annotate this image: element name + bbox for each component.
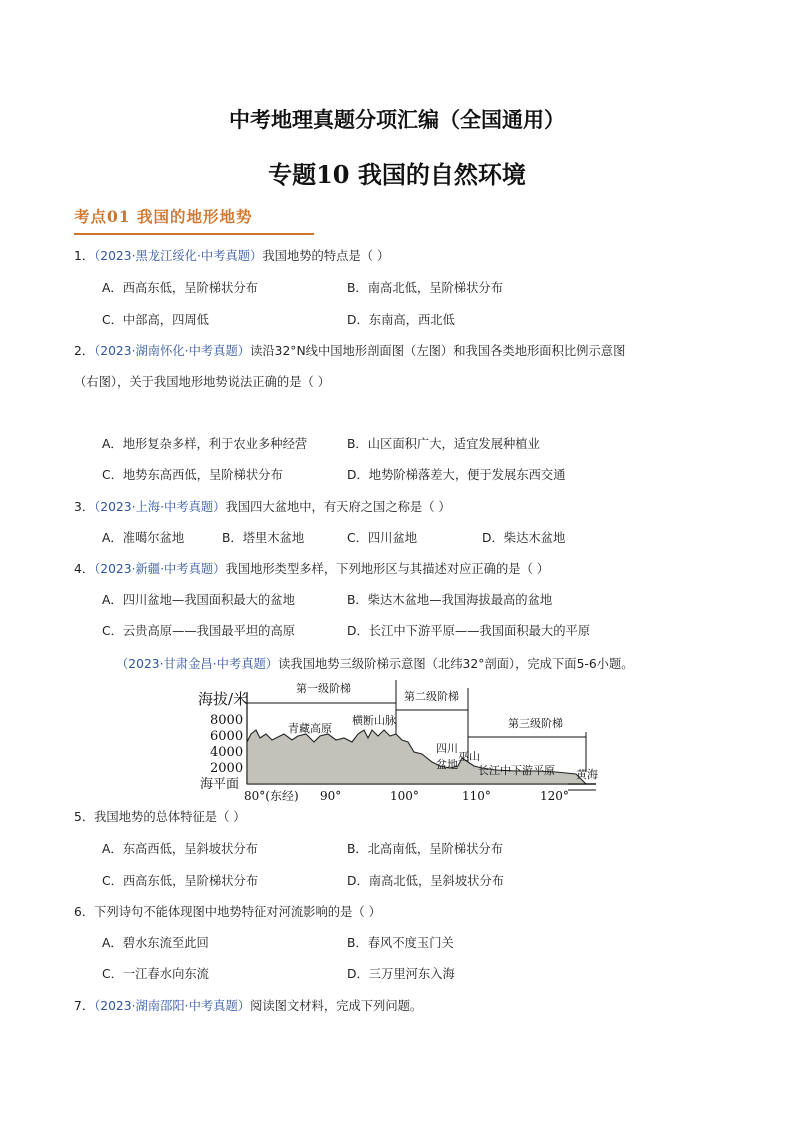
option-b: B．北高南低，呈阶梯状分布 [347, 842, 503, 856]
question-source: （2023·甘肃金昌·中考真题） [116, 657, 279, 671]
place-yellow-sea: 黄海 [576, 768, 598, 781]
step3-label: 第三级阶梯 [508, 717, 563, 730]
option-d: D．柴达木盆地 [482, 531, 566, 545]
option-c: C．一江春水向东流 [102, 967, 209, 981]
question-stem: 阅读图文材料，完成下列问题。 [250, 999, 423, 1013]
question-5 [74, 808, 246, 826]
question-number: 1． [74, 249, 95, 263]
question-stem: 下列诗句不能体现图中地势特征对河流影响的是（ ） [94, 905, 381, 919]
question-7 [74, 997, 422, 1015]
y-tick-2000: 2000 [210, 761, 244, 776]
question-stem: 我国地形类型多样，下列地形区与其描述对应正确的是（ ） [225, 562, 550, 576]
y-tick-8000: 8000 [210, 713, 244, 728]
option-c: C．云贵高原——我国最平坦的高原 [102, 624, 296, 638]
document-title: 中考地理真题分项汇编（全国通用） [229, 107, 565, 132]
question-1 [74, 247, 389, 265]
y-tick-sea-level: 海平面 [200, 777, 240, 792]
step1-label: 第一级阶梯 [296, 682, 351, 695]
option-b: B．塔里木盆地 [222, 531, 305, 545]
option-b: B．柴达木盆地—我国海拔最高的盆地 [347, 593, 553, 607]
question-group-intro [116, 654, 634, 672]
section-heading [74, 205, 324, 235]
option-d: D．东南高，西北低 [347, 313, 455, 327]
x-tick-100: 100° [390, 789, 419, 803]
place-wushan: 巫山 [458, 750, 480, 763]
option-b: B．春风不度玉门关 [347, 936, 454, 950]
place-yangtze-plain: 长江中下游平原 [478, 764, 555, 777]
intro-text: 读我国地势三级阶梯示意图（北纬32°剖面），完成下面5-6小题。 [278, 657, 634, 671]
option-d: D．三万里河东入海 [347, 967, 455, 981]
option-d: D．南高北低，呈斜坡状分布 [347, 874, 505, 888]
option-b: B．山区面积广大，适宜发展种植业 [347, 437, 540, 451]
option-a: A．东高西低，呈斜坡状分布 [102, 842, 258, 856]
topic-title: 专题10 我国的自然环境 [268, 160, 526, 189]
option-c: C．中部高，四周低 [102, 313, 209, 327]
step2-label: 第二级阶梯 [404, 690, 459, 703]
y-tick-6000: 6000 [210, 729, 244, 744]
question-4 [74, 560, 549, 578]
question-stem: 我国地势的特点是（ ） [262, 249, 390, 263]
option-a: A．地形复杂多样，利于农业多种经营 [102, 437, 308, 451]
question-number: 2． [74, 344, 95, 358]
question-source: （2023·湖南怀化·中考真题） [94, 344, 251, 358]
option-a: A．准噶尔盆地 [102, 531, 185, 545]
option-b: B．南高北低，呈阶梯状分布 [347, 281, 503, 295]
question-source: （2023·上海·中考真题） [94, 500, 226, 514]
option-a: A．西高东低，呈阶梯状分布 [102, 281, 258, 295]
option-a: A．碧水东流至此回 [102, 936, 209, 950]
question-source: （2023·新疆·中考真题） [94, 562, 226, 576]
question-number: 3． [74, 500, 95, 514]
question-source: （2023·黑龙江绥化·中考真题） [94, 249, 263, 263]
place-qinghai-tibet-plateau: 青藏高原 [288, 722, 332, 735]
question-number: 7． [74, 999, 95, 1013]
question-number: 4． [74, 562, 95, 576]
option-a: A．四川盆地—我国面积最大的盆地 [102, 593, 295, 607]
terrain-profile-figure [196, 674, 606, 804]
question-source: （2023·湖南邵阳·中考真题） [94, 999, 251, 1013]
question-stem: 读沿32°N线中国地形剖面图（左图）和我国各类地形面积比例示意图 [250, 344, 626, 358]
x-tick-120: 120° [540, 789, 569, 803]
place-hengduan-mountains: 横断山脉 [352, 714, 396, 727]
question-2 [74, 342, 625, 360]
x-tick-90: 90° [320, 789, 342, 803]
x-tick-110: 110° [462, 789, 491, 803]
section-underline [74, 233, 314, 235]
question-stem: 我国地势的总体特征是（ ） [94, 810, 246, 824]
question-number: 6． [74, 905, 95, 919]
y-axis-title: 海拔/米 [198, 690, 249, 708]
place-sichuan: 四川 [436, 742, 458, 755]
question-3 [74, 498, 451, 516]
question-number: 5． [74, 810, 95, 824]
option-c: C．西高东低，呈阶梯状分布 [102, 874, 259, 888]
question-2-stem-continued: （右图），关于我国地形地势说法正确的是（ ） [74, 375, 330, 389]
question-stem: 我国四大盆地中，有天府之国之称是（ ） [225, 500, 451, 514]
place-basin: 盆地 [436, 758, 458, 771]
x-tick-80: 80°(东经) [244, 789, 299, 803]
option-d: D．长江中下游平原——我国面积最大的平原 [347, 624, 591, 638]
section-label: 考点01 我国的地形地势 [74, 207, 253, 226]
y-tick-4000: 4000 [210, 745, 244, 760]
option-c: C．四川盆地 [347, 531, 418, 545]
question-6 [74, 903, 381, 921]
option-c: C．地势东高西低，呈阶梯状分布 [102, 468, 283, 482]
option-d: D．地势阶梯落差大，便于发展东西交通 [347, 468, 566, 482]
